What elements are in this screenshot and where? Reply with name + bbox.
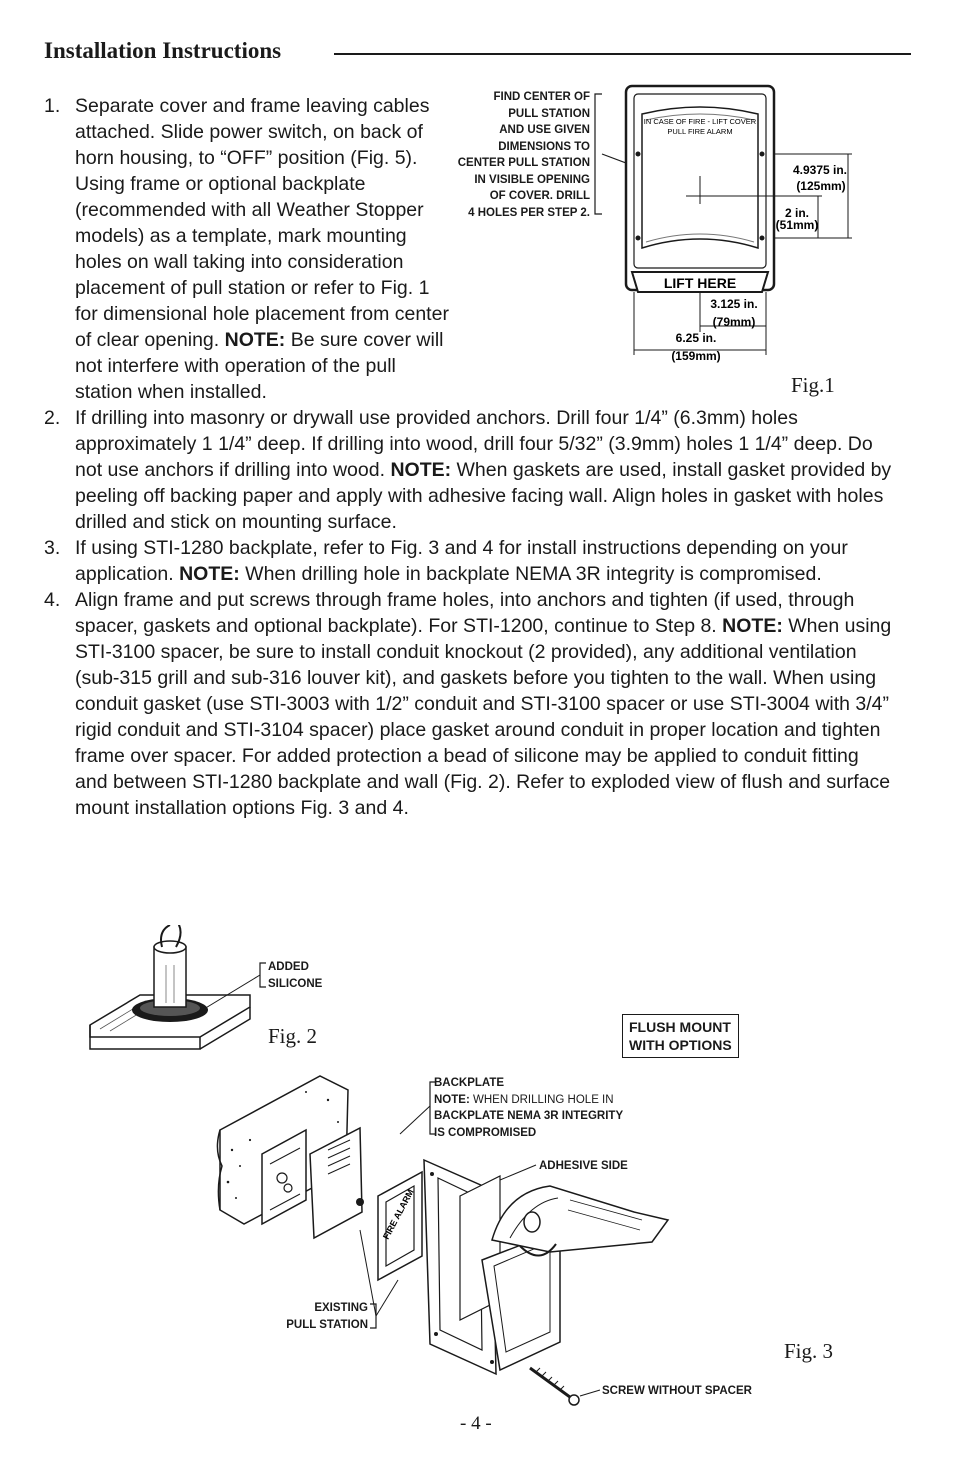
- fig1-pull-station-drawing: [590, 80, 860, 370]
- dim-v-half-2: (51mm): [775, 218, 819, 232]
- heading-rule: [334, 53, 911, 55]
- cover-text-2: PULL FIRE ALARM: [667, 127, 733, 136]
- fig3-exploded-view-drawing: [210, 1070, 680, 1410]
- fire-alarm-label: FIRE ALARM: [380, 1187, 416, 1241]
- fig1-label: Fig.1: [791, 373, 835, 397]
- section-heading: Installation Instructions: [44, 38, 282, 63]
- step-2: [44, 405, 894, 535]
- lift-here-label: LIFT HERE: [663, 275, 737, 291]
- fig2-label: Fig. 2: [268, 1024, 318, 1048]
- note-label: NOTE:: [179, 563, 240, 585]
- step-4: [44, 587, 894, 821]
- flush-mount-box: FLUSH MOUNT WITH OPTIONS: [622, 1014, 739, 1058]
- dim-v-total-2: (125mm): [796, 179, 846, 193]
- screw-callout: SCREW WITHOUT SPACER: [602, 1385, 752, 1397]
- step-number: 2.: [44, 407, 61, 429]
- dim-v-half-1: 2 in.: [784, 206, 810, 220]
- step-number: 1.: [44, 95, 61, 117]
- cover-text-1: IN CASE OF FIRE - LIFT COVER: [643, 117, 757, 126]
- step-text: When using STI-3100 spacer, be sure to install conduit knockout (2 provided), any additional ventilation (sub-315 grill and sub-316 louver kit), and gaskets before you tighten to the wall. When using conduit gasket (use STI-3003 with 1/2” conduit and STI-3100 spacer or use STI-3004 with 3/4” rigid conduit and STI-3104 spacer) place gasket around conduit in proper location and tighten frame over spacer. For added protection a bead of silicone may be applied to conduit fitting and between STI-1280 backplate and wall (Fig. 2). Refer to exploded view of flush and surface mount installation options Fig. 3 and 4.: [75, 615, 892, 819]
- step-number: 4.: [44, 589, 61, 611]
- fig3-label: Fig. 3: [784, 1339, 834, 1363]
- fig1-callout: FIND CENTER OF PULL STATION AND USE GIVEN DIMENSIONS TO CENTER PULL STATION IN VISIBLE OPENING OF COVER. DRILL 4 HOLES PER STEP 2.: [457, 91, 590, 219]
- dim-h-total-2: (159mm): [671, 349, 721, 363]
- adhesive-callout: ADHESIVE SIDE: [539, 1160, 628, 1172]
- note-label: NOTE:: [224, 329, 286, 351]
- step-text: Align frame and put screws through frame holes, into anchors and tighten (if used, through spacer, gaskets and optional backplate). For STI-1200, continue to Step 8.: [75, 589, 855, 637]
- note-label: NOTE:: [722, 615, 783, 637]
- step-text: If drilling into masonry or drywall use provided anchors. Drill four 1/4” (6.3mm) holes approximately 1 1/4” deep. If drilling into wood, drill four 5/32” (3.9mm) holes 1 1/4” deep. Do not use anchors if drilling into wood.: [75, 407, 873, 481]
- step-1: [44, 93, 453, 405]
- note-label: NOTE:: [390, 459, 452, 481]
- page-number: - 4 -: [460, 1413, 492, 1434]
- step-3: [44, 535, 894, 587]
- backplate-callout: BACKPLATE NOTE: WHEN DRILLING HOLE IN BACKPLATE NEMA 3R INTEGRITY IS COMPROMISED: [434, 1077, 624, 1139]
- step-text: Be sure cover will not interfere with operation of the pull station when installed.: [75, 329, 444, 403]
- step-text: When drilling hole in backplate NEMA 3R integrity is compromised.: [245, 563, 822, 585]
- step-number: 3.: [44, 537, 61, 559]
- step-text: Separate cover and frame leaving cables attached. Slide power switch, on back of horn housing, to “OFF” position (Fig. 5). Using frame or optional backplate (recommended with all Weather Stopper models) as a template, mark mounting holes on wall taking into consideration placement of pull station or refer to Fig. 1 for dimensional hole placement from center of clear opening.: [75, 95, 449, 351]
- step-text: When gaskets are used, install gasket provided by peeling off backing paper and apply with adhesive facing wall. Align holes in gasket with holes drilled and stick on mounting surface.: [75, 459, 892, 533]
- dim-v-total-1: 4.9375 in.: [792, 163, 848, 177]
- dim-h-total-1: 6.25 in.: [675, 331, 717, 345]
- fig2-callout: ADDED SILICONE: [268, 961, 323, 990]
- step-text: If using STI-1280 backplate, refer to Fig. 3 and 4 for install instructions depending on your application.: [75, 537, 848, 585]
- dim-h-half-2: (79mm): [712, 315, 756, 329]
- dim-h-half-1: 3.125 in.: [710, 297, 758, 311]
- existing-callout: EXISTING PULL STATION: [286, 1302, 368, 1331]
